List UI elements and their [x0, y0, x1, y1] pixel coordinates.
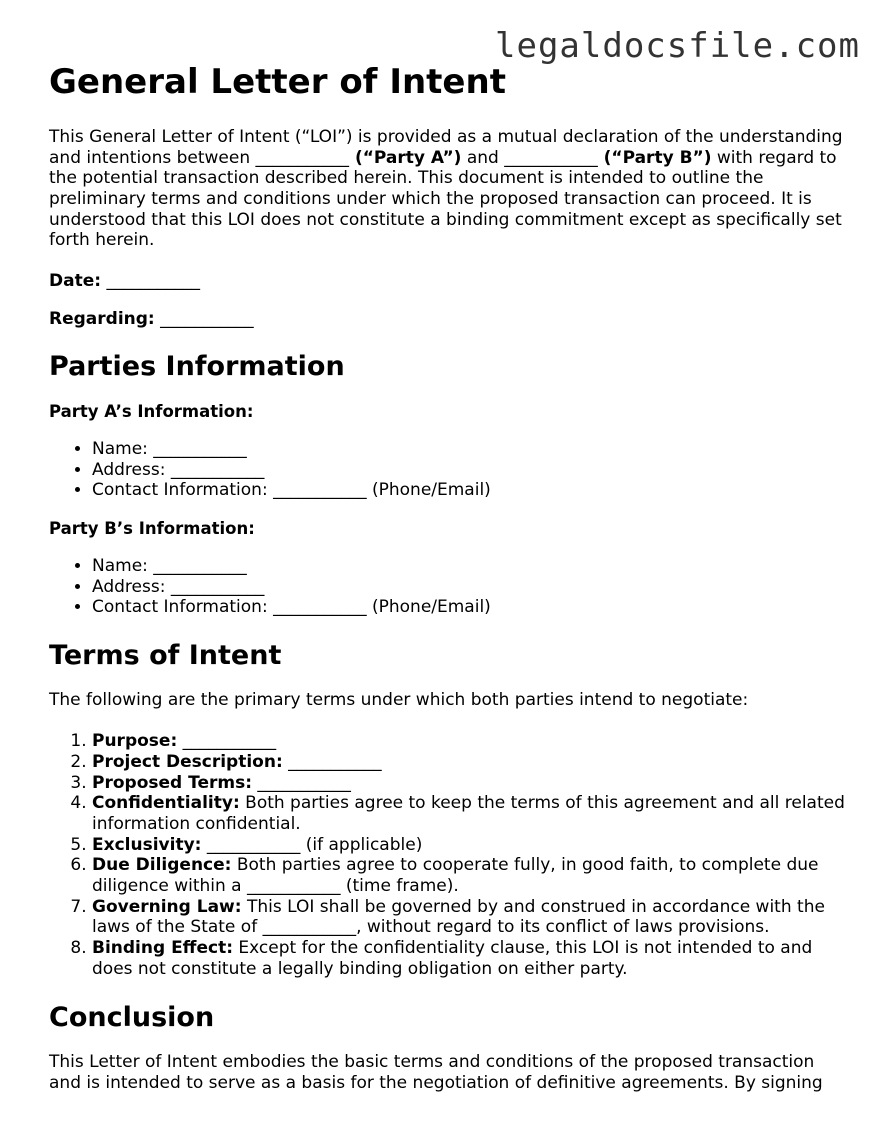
term-item: [92, 773, 849, 794]
conclusion-heading: Conclusion: [49, 1001, 215, 1033]
date-value: ___________: [101, 271, 200, 292]
party-a-heading: Party A’s Information:: [49, 401, 254, 421]
term-text: ___________: [252, 772, 351, 793]
term-item: [92, 897, 849, 938]
intro-text-2: and: [461, 147, 505, 168]
term-label: Purpose:: [92, 731, 178, 752]
intro-paragraph: [49, 127, 849, 251]
list-item: • Name: ___________: [92, 439, 849, 460]
list-item: • Contact Information: ___________ (Phone/Email): [92, 480, 849, 501]
document-title: General Letter of Intent: [49, 62, 506, 102]
term-text: ___________ (if applicable): [201, 834, 423, 855]
parties-heading: Parties Information: [49, 351, 345, 383]
term-label: Project Description:: [92, 751, 283, 772]
regarding-value: ___________: [154, 308, 254, 329]
term-text: ___________: [282, 751, 382, 772]
date-line: [49, 271, 849, 292]
party-a-blank: ___________: [255, 147, 350, 168]
document-body: [49, 62, 849, 1113]
term-item: [92, 793, 849, 834]
party-b-blank: ___________: [504, 147, 598, 168]
list-item: • Address: ___________: [92, 460, 849, 481]
terms-list: [49, 731, 849, 979]
term-text: ___________: [177, 731, 277, 752]
term-text: Both parties agree to cooperate fully, in good faith, to complete due diligence within a ___________ (time frame).: [92, 855, 819, 897]
watermark: legaldocsfile.com: [495, 26, 860, 66]
conclusion-paragraph: This Letter of Intent embodies the basic terms and conditions of the proposed transaction and is intended to serve as a basis for the negotiation of definitive agreements. By signing: [49, 1051, 823, 1093]
term-label: Binding Effect:: [92, 938, 233, 959]
terms-intro: The following are the primary terms under which both parties intend to negotiate:: [49, 690, 749, 711]
party-b-label: (“Party B”): [597, 147, 712, 168]
party-b-heading: Party B’s Information:: [49, 518, 255, 538]
term-label: Proposed Terms:: [92, 772, 252, 793]
term-item: [92, 731, 849, 752]
party-a-list: [49, 439, 849, 501]
term-text: Except for the confidentiality clause, this LOI is not intended to and does not constitute a legally binding obligation on either party.: [92, 938, 813, 979]
party-b-list: [49, 556, 849, 618]
term-text: Both parties agree to keep the terms of this agreement and all related information confidential.: [92, 793, 845, 834]
intro-text-3: with regard to the potential transaction described herein. This document is intended to outline the preliminary terms and conditions under which the proposed transaction can proceed. It is understood that this LOI does not constitute a binding commitment except as specifically set forth herein.: [49, 147, 842, 251]
term-label: Confidentiality:: [92, 793, 240, 814]
term-item: [92, 855, 849, 896]
regarding-line: [49, 309, 849, 330]
list-item: • Name: ___________: [92, 556, 849, 577]
term-label: Governing Law:: [92, 896, 242, 917]
term-item: [92, 938, 849, 979]
term-text: This LOI shall be governed by and construed in accordance with the laws of the State of ___________, without regard to its conflict of laws provisions.: [92, 896, 825, 938]
term-label: Exclusivity:: [92, 834, 202, 855]
party-a-label: (“Party A”): [349, 147, 462, 168]
terms-heading: Terms of Intent: [49, 640, 282, 672]
list-item: • Address: ___________: [92, 577, 849, 598]
list-item: • Contact Information: ___________ (Phone/Email): [92, 597, 849, 618]
intro-text-1: This General Letter of Intent (“LOI”) is provided as a mutual declaration of the understanding and intentions between: [49, 126, 843, 168]
regarding-label: Regarding:: [49, 308, 155, 329]
term-item: [92, 835, 849, 856]
term-label: Due Diligence:: [92, 855, 232, 876]
term-item: [92, 752, 849, 773]
date-label: Date:: [49, 271, 102, 292]
